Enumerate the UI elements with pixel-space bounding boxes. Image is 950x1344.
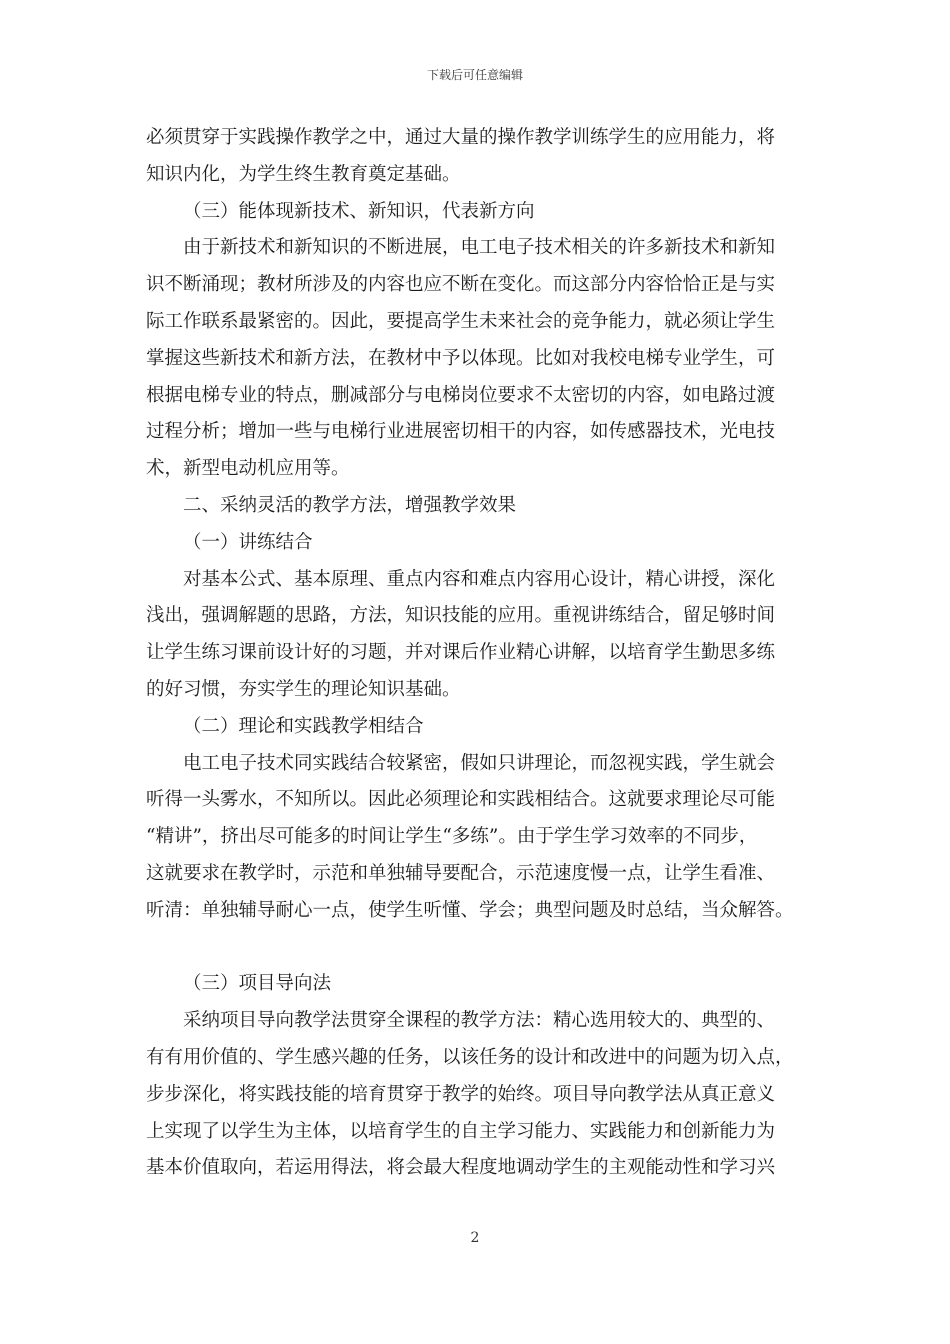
body-line: 的好习惯，夯实学生的理论知识基础。 xyxy=(146,678,461,700)
document-body xyxy=(146,120,826,1187)
paragraph-first-line: 采纳项目导向教学法贯穿全课程的教学方法：精心选用较大的、典型的、 xyxy=(183,1010,776,1032)
body-line: 掌握这些新技术和新方法，在教材中予以体现。比如对我校电梯专业学生，可 xyxy=(146,347,776,369)
paragraph-first-line: 由于新技术和新知识的不断进展，电工电子技术相关的许多新技术和新知 xyxy=(183,237,776,259)
section-heading: （三）能体现新技术、新知识，代表新方向 xyxy=(183,200,535,222)
page-header: 下载后可任意编辑 xyxy=(426,68,523,82)
body-line: “精讲”，挤出尽可能多的时间让学生“多练”。由于学生学习效率的不同步， xyxy=(146,826,758,848)
body-line: 识不断涌现；教材所涉及的内容也应不断在变化。而这部分内容恰恰正是与实 xyxy=(146,274,776,296)
body-line: 术，新型电动机应用等。 xyxy=(146,458,350,480)
subsection-heading: （二）理论和实践教学相结合 xyxy=(183,715,424,737)
subsection-heading: （三）项目导向法 xyxy=(183,973,332,995)
body-line: 际工作联系最紧密的。因此，要提高学生未来社会的竞争能力，就必须让学生 xyxy=(146,310,776,332)
subsection-heading: （一）讲练结合 xyxy=(183,531,313,553)
body-line: 步步深化，将实践技能的培育贯穿于教学的始终。项目导向教学法从真正意义 xyxy=(146,1083,776,1105)
paragraph-gap xyxy=(146,930,826,967)
paragraph-first-line: 对基本公式、基本原理、重点内容和难点内容用心设计，精心讲授，深化 xyxy=(183,568,776,590)
body-line: 听得一头雾水，不知所以。因此必须理论和实践相结合。这就要求理论尽可能 xyxy=(146,789,776,811)
body-line: 听清：单独辅导耐心一点，使学生听懂、学会；典型问题及时总结，当众解答。 xyxy=(146,899,794,921)
body-line: 必须贯穿于实践操作教学之中，通过大量的操作教学训练学生的应用能力，将 xyxy=(146,127,776,148)
section-heading: 二、采纳灵活的教学方法，增强教学效果 xyxy=(183,494,517,516)
body-line: 这就要求在教学时，示范和单独辅导要配合，示范速度慢一点，让学生看准、 xyxy=(146,862,776,884)
body-line: 根据电梯专业的特点，删减部分与电梯岗位要求不太密切的内容，如电路过渡 xyxy=(146,384,776,406)
body-line: 浅出，强调解题的思路，方法，知识技能的应用。重视讲练结合，留足够时间 xyxy=(146,605,776,627)
body-line: 让学生练习课前设计好的习题，并对课后作业精心讲解，以培育学生勤思多练 xyxy=(146,642,776,664)
body-line: 上实现了以学生为主体，以培育学生的自主学习能力、实践能力和创新能力为 xyxy=(146,1120,776,1142)
paragraph-first-line: 电工电子技术同实践结合较紧密，假如只讲理论，而忽视实践，学生就会 xyxy=(183,752,776,774)
body-line: 过程分析；增加一些与电梯行业进展密切相干的内容，如传感器技术，光电技 xyxy=(146,421,776,443)
page-number: 2 xyxy=(470,1230,480,1246)
body-line: 有有用价值的、学生感兴趣的任务，以该任务的设计和改进中的问题为切入点， xyxy=(146,1046,794,1068)
body-line: 基本价值取向，若运用得法，将会最大程度地调动学生的主观能动性和学习兴 xyxy=(146,1157,776,1179)
body-line: 知识内化，为学生终生教育奠定基础。 xyxy=(146,163,461,185)
